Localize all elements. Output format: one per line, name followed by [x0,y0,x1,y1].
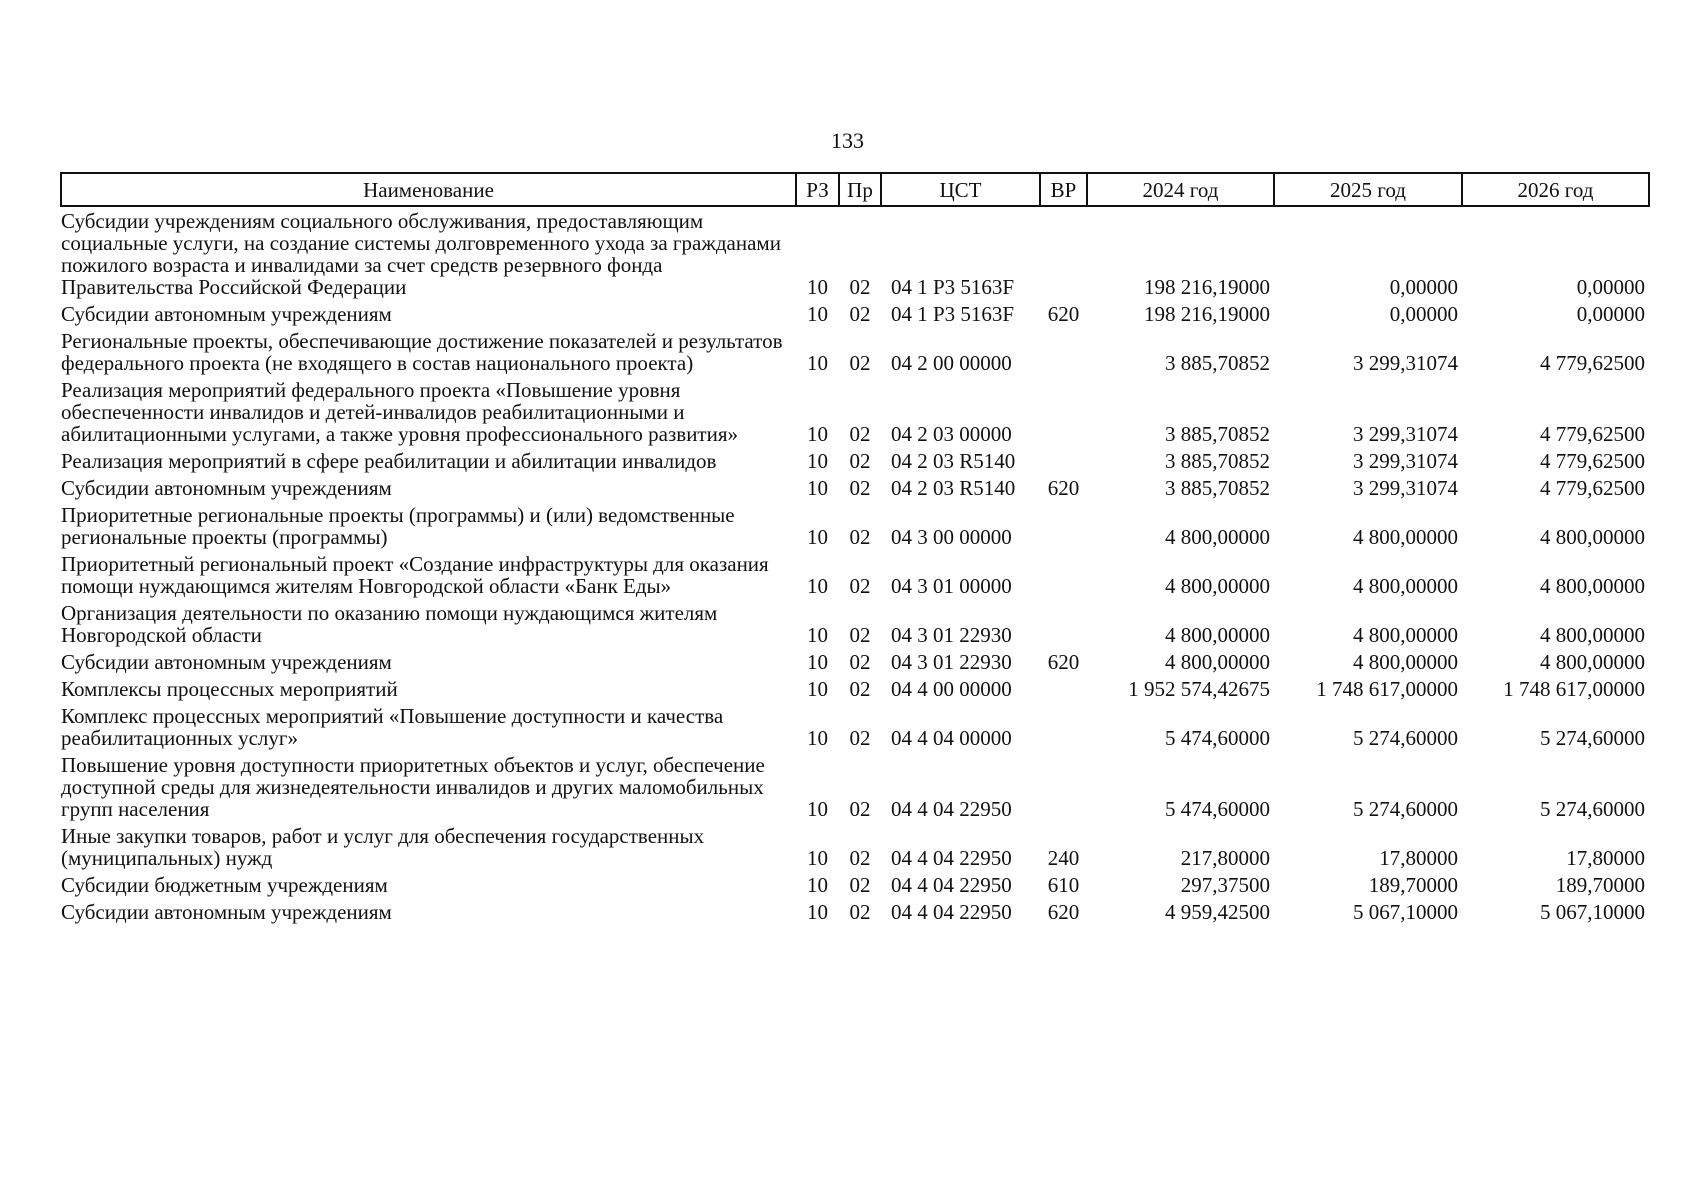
table-row [61,898,1649,925]
row-cst: 04 2 03 R5140 [891,449,1016,473]
row-vr: 620 [1047,900,1080,924]
row-rz: 10 [807,677,828,701]
row-pr: 02 [849,476,871,500]
row-rz: 10 [807,797,828,821]
row-2024: 4 959,42500 [1165,900,1270,924]
row-2025: 0,00000 [1389,275,1458,299]
table-row [61,550,1649,599]
row-name: Субсидии автономным учреждениям [61,476,392,500]
row-2025: 5 274,60000 [1353,797,1458,821]
row-2025: 4 800,00000 [1353,623,1458,647]
row-2026: 4 779,62500 [1540,351,1645,375]
row-rz: 10 [807,623,828,647]
row-name: Организация деятельности по оказанию помощи нуждающимся жителям Новгородской области [61,601,718,647]
row-cst: 04 3 01 22930 [891,650,1012,674]
table-row [61,474,1649,501]
row-2025: 1 748 617,00000 [1316,677,1458,701]
row-vr [1040,501,1087,550]
row-2025: 0,00000 [1389,302,1458,326]
row-2026: 5 274,60000 [1540,797,1645,821]
row-pr: 02 [849,351,871,375]
row-rz: 10 [807,650,828,674]
row-2026: 17,80000 [1566,846,1645,870]
row-name: Субсидии бюджетным учреждениям [61,873,388,897]
row-2025: 17,80000 [1379,846,1458,870]
row-2024: 1 952 574,42675 [1128,677,1270,701]
row-2026: 4 800,00000 [1540,525,1645,549]
row-cst: 04 4 00 00000 [891,677,1012,701]
row-2024: 3 885,70852 [1165,476,1270,500]
row-pr: 02 [849,422,871,446]
row-vr: 610 [1047,873,1080,897]
row-rz: 10 [807,449,828,473]
table-row [61,376,1649,447]
row-2026: 4 779,62500 [1540,422,1645,446]
header-rz: РЗ [796,173,839,206]
row-name: Приоритетный региональный проект «Создание инфраструктуры для оказания помощи нуждающимся жителям Новгородской области «Банк Еды» [61,552,769,598]
table-row [61,648,1649,675]
row-2026: 5 274,60000 [1540,726,1645,750]
row-2026: 4 800,00000 [1540,623,1645,647]
row-name: Реализация мероприятий федерального проекта «Повышение уровня обеспеченности инвалидов и детей-инвалидов реабилитационными и абилитационными услугами, а также уровня профессионального развития» [61,378,739,446]
row-cst: 04 4 04 22950 [891,873,1012,897]
row-cst: 04 3 01 22930 [891,623,1012,647]
table-row [61,447,1649,474]
row-2024: 217,80000 [1180,846,1270,870]
row-rz: 10 [807,275,828,299]
row-vr: 620 [1047,476,1080,500]
header-2025: 2025 год [1274,173,1462,206]
row-2024: 3 885,70852 [1165,351,1270,375]
row-pr: 02 [849,275,871,299]
row-pr: 02 [849,574,871,598]
row-2025: 189,70000 [1368,873,1458,897]
row-2026: 4 779,62500 [1540,449,1645,473]
row-cst: 04 4 04 22950 [891,797,1012,821]
table-row [61,675,1649,702]
row-name: Комплексы процессных мероприятий [61,677,398,701]
row-cst: 04 2 03 R5140 [891,476,1016,500]
row-2025: 5 067,10000 [1353,900,1458,924]
table-row [61,327,1649,376]
row-2025: 4 800,00000 [1353,525,1458,549]
row-2025: 3 299,31074 [1353,449,1458,473]
row-pr: 02 [849,449,871,473]
row-name: Приоритетные региональные проекты (программы) и (или) ведомственные региональные проекты (программы) [61,503,735,549]
row-cst: 04 2 00 00000 [891,351,1012,375]
row-2026: 4 800,00000 [1540,650,1645,674]
row-2024: 297,37500 [1180,873,1270,897]
row-2026: 5 067,10000 [1540,900,1645,924]
row-vr [1040,702,1087,751]
row-2025: 3 299,31074 [1353,351,1458,375]
row-2024: 3 885,70852 [1165,422,1270,446]
row-vr: 620 [1047,302,1080,326]
row-2024: 198 216,19000 [1144,275,1270,299]
row-2025: 4 800,00000 [1353,574,1458,598]
row-rz: 10 [807,302,828,326]
row-name: Реализация мероприятий в сфере реабилитации и абилитации инвалидов [61,449,717,473]
row-vr [1040,447,1087,474]
table-row [61,300,1649,327]
row-cst: 04 1 Р3 5163F [891,302,1015,326]
row-cst: 04 4 04 22950 [891,900,1012,924]
row-name: Субсидии автономным учреждениям [61,650,392,674]
table-row [61,751,1649,822]
table-row [61,206,1649,300]
row-vr [1040,206,1087,300]
table-row [61,702,1649,751]
row-vr [1040,376,1087,447]
row-pr: 02 [849,650,871,674]
row-2026: 4 779,62500 [1540,476,1645,500]
row-cst: 04 4 04 22950 [891,846,1012,870]
row-2024: 198 216,19000 [1144,302,1270,326]
row-pr: 02 [849,846,871,870]
row-cst: 04 3 00 00000 [891,525,1012,549]
row-2024: 5 474,60000 [1165,797,1270,821]
row-2025: 5 274,60000 [1353,726,1458,750]
row-rz: 10 [807,525,828,549]
row-cst: 04 1 Р3 5163F [891,275,1015,299]
row-2025: 3 299,31074 [1353,422,1458,446]
row-pr: 02 [849,873,871,897]
row-rz: 10 [807,476,828,500]
row-2025: 3 299,31074 [1353,476,1458,500]
row-2024: 4 800,00000 [1165,650,1270,674]
row-2026: 189,70000 [1555,873,1645,897]
header-2024: 2024 год [1087,173,1274,206]
row-pr: 02 [849,677,871,701]
row-pr: 02 [849,525,871,549]
header-pr: Пр [839,173,881,206]
row-rz: 10 [807,846,828,870]
row-2024: 4 800,00000 [1165,623,1270,647]
row-cst: 04 3 01 00000 [891,574,1012,598]
row-2024: 3 885,70852 [1165,449,1270,473]
row-rz: 10 [807,900,828,924]
row-2026: 0,00000 [1576,302,1645,326]
row-name: Повышение уровня доступности приоритетных объектов и услуг, обеспечение доступной среды для жизнедеятельности инвалидов и других маломобильных групп населения [61,753,765,821]
row-name: Субсидии учреждениям социального обслуживания, предоставляющим социальные услуги, на создание системы долговременного ухода за гражданами пожилого возраста и инвалидами за счет средств резервного фонда Правительства Российской Федерации [61,209,781,299]
row-2024: 4 800,00000 [1165,574,1270,598]
header-name: Наименование [61,173,796,206]
row-vr: 620 [1047,650,1080,674]
row-name: Региональные проекты, обеспечивающие достижение показателей и результатов федерального проекта (не входящего в состав национального проекта) [61,329,783,375]
page-number: 133 [831,128,864,153]
row-pr: 02 [849,900,871,924]
header-vr: ВР [1040,173,1087,206]
row-vr [1040,550,1087,599]
row-name: Субсидии автономным учреждениям [61,900,392,924]
header-2026: 2026 год [1462,173,1649,206]
row-rz: 10 [807,351,828,375]
row-pr: 02 [849,797,871,821]
row-vr [1040,599,1087,648]
row-pr: 02 [849,302,871,326]
table-row [61,822,1649,871]
table-row [61,501,1649,550]
row-rz: 10 [807,422,828,446]
row-2026: 0,00000 [1576,275,1645,299]
budget-table [60,172,1650,925]
row-vr [1040,751,1087,822]
table-header-row [61,173,1649,206]
row-rz: 10 [807,726,828,750]
table-row [61,599,1649,648]
row-name: Субсидии автономным учреждениям [61,302,392,326]
row-2024: 5 474,60000 [1165,726,1270,750]
row-2024: 4 800,00000 [1165,525,1270,549]
row-vr [1040,327,1087,376]
row-2026: 1 748 617,00000 [1503,677,1645,701]
row-pr: 02 [849,726,871,750]
row-cst: 04 4 04 00000 [891,726,1012,750]
row-vr: 240 [1047,846,1080,870]
row-rz: 10 [807,873,828,897]
row-pr: 02 [849,623,871,647]
row-2025: 4 800,00000 [1353,650,1458,674]
header-cst: ЦСТ [881,173,1040,206]
row-vr [1040,675,1087,702]
row-name: Иные закупки товаров, работ и услуг для обеспечения государственных (муниципальных) нужд [61,824,705,870]
row-rz: 10 [807,574,828,598]
row-2026: 4 800,00000 [1540,574,1645,598]
table-row [61,871,1649,898]
row-cst: 04 2 03 00000 [891,422,1012,446]
row-name: Комплекс процессных мероприятий «Повышение доступности и качества реабилитационных услуг» [61,704,724,750]
